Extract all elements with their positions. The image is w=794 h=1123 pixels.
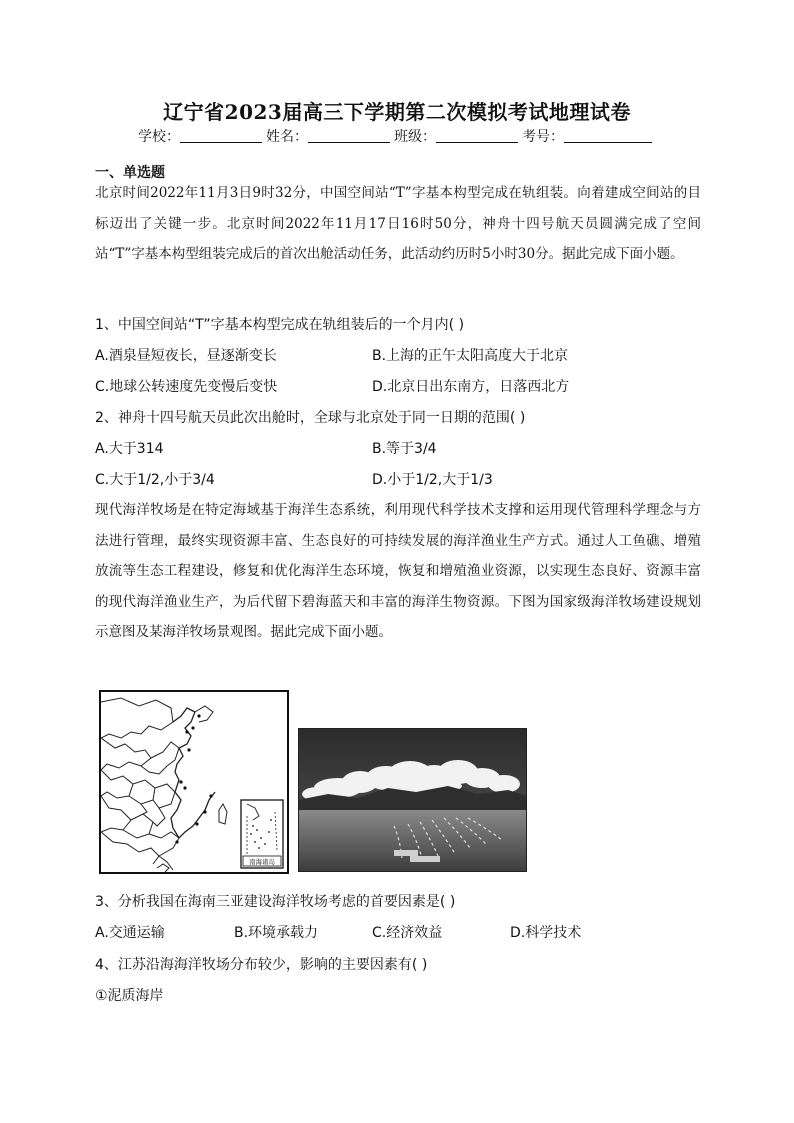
inset-label: 南海诸岛 [249,858,275,866]
marine-ranch-planning-map [99,690,289,874]
name-label: 姓名： [266,129,308,145]
name-blank [308,128,390,143]
question-3-option-a: A.交通运输 [95,925,165,941]
question-1-stem: 1、中国空间站“T”字基本构型完成在轨组装后的一个月内( ) [95,317,465,333]
exam-number-label: 考号： [522,129,564,145]
passage-space-station: 北京时间2022年11月3日9时32分，中国空间站“T”字基本构型完成在轨组装。向着建成空间站的目标迈出了关键一步。北京时间2022年11月17日16时50分，神舟十四号航天员圆满完成了空间站“T”字基本构型组装完成后的首次出舱活动任务，此活动约历时5小时30分。据此完成下面小题。 [95,185,701,262]
class-blank [436,128,518,143]
passage-marine-ranching: 现代海洋牧场是在特定海域基于海洋生态系统，利用现代科学技术支撑和运用现代管理科学理念与方法进行管理，最终实现资源丰富、生态良好的可持续发展的海洋渔业生产方式。通过人工鱼礁、增殖放流等生态工程建设，修复和优化海洋生态环境，恢复和增殖渔业资源，以实现生态良好、资源丰富的现代海洋渔业生产，为后代留下碧海蓝天和丰富的海洋生物资源。下图为国家级海洋牧场建设规划示意图及某海洋牧场景观图。据此完成下面小题。 [95,502,701,640]
marine-ranch-landscape-photo [298,728,527,872]
school-label: 学校： [138,129,180,145]
question-2-option-c: C.大于1/2,小于3/4 [95,472,215,488]
student-info-row [0,126,794,146]
question-1-option-d: D.北京日出东南方，日落西北方 [372,379,570,395]
question-3-option-d: D.科学技术 [510,925,582,941]
question-2-stem: 2、神舟十四号航天员此次出舱时，全球与北京处于同一日期的范围( ) [95,410,526,426]
question-4-item-1: ①泥质海岸 [95,988,164,1004]
exam-number-blank [564,128,652,143]
question-2-option-b: B.等于3/4 [372,441,437,457]
question-2-option-d: D.小于1/2,大于1/3 [372,472,493,488]
class-label: 班级： [394,129,436,145]
landscape-photo-graphic [298,728,527,872]
question-3-option-b: B.环境承载力 [234,925,319,941]
question-1-option-b: B.上海的正午太阳高度大于北京 [372,348,569,364]
question-4-stem: 4、江苏沿海海洋牧场分布较少，影响的主要因素有( ) [95,957,428,973]
china-coast-map-graphic [101,692,287,872]
question-3-option-c: C.经济效益 [372,925,443,941]
question-1-option-a: A.酒泉昼短夜长，昼逐渐变长 [95,348,277,364]
question-1-option-c: C.地球公转速度先变慢后变快 [95,379,278,395]
school-blank [180,128,262,143]
question-3-stem: 3、分析我国在海南三亚建设海洋牧场考虑的首要因素是( ) [95,894,456,910]
question-2-option-a: A.大于314 [95,441,164,457]
section-heading: 一、单选题 [95,165,165,181]
exam-title: 辽宁省2023届高三下学期第二次模拟考试地理试卷 [163,100,631,124]
